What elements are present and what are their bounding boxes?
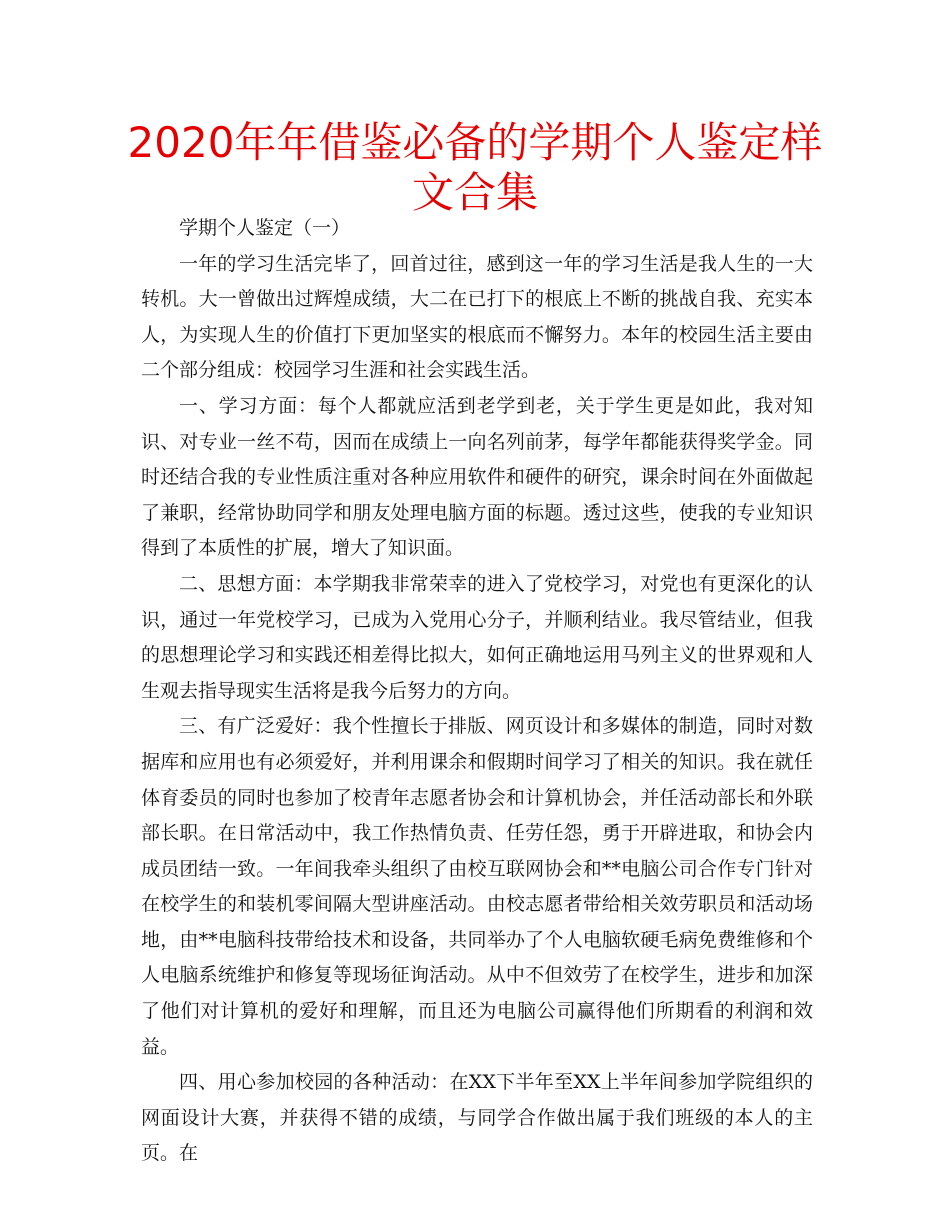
paragraph-hobbies: 三、有广泛爱好：我个性擅长于排版、网页设计和多媒体的制造，同时对数据库和应用也有必须爱好，并利用课余和假期时间学习了相关的知识。我在就任体育委员的同时也参加了校青年志愿者协会和计算机协会，并任活动部长和外联部长职。在日常活动中，我工作热情负责、任劳任怨，勇于开辟进取，和协会内成员团结一致。一年间我牵头组织了由校互联网协会和**电脑公司合作专门针对在校学生的和装机零间隔大型讲座活动。由校志愿者带给相关效劳职员和活动场地，由**电脑科技带给技术和设备，共同举办了个人电脑软硬毛病免费维修和个人电脑系统维护和修复等现场征询活动。从中不但效劳了在校学生，进步和加深了他们对计算机的爱好和理解，而且还为电脑公司赢得他们所期看的利润和效益。: [141, 715, 813, 1058]
paragraph-intro: 一年的学习生活完毕了，回首过往，感到这一年的学习生活是我人生的一大转机。大一曾做出过辉煌成绩，大二在已打下的根底上不断的挑战自我、充实本人，为实现人生的价值打下更加坚实的根底而不懈努力。本年的校园生活主要由二个部分组成：校园学习生涯和社会实践生活。: [141, 252, 813, 382]
paragraph-study: 一、学习方面：每个人都就应活到老学到老，关于学生更是如此，我对知识、对专业一丝不苟，因而在成绩上一向名列前茅，每学年都能获得奖学金。同时还结合我的专业性质注重对各种应用软件和硬件的研究，课余时间在外面做起了兼职，经常协助同学和朋友处理电脑方面的标题。透过这些，使我的专业知识得到了本质性的扩展，增大了知识面。: [141, 394, 813, 560]
document-title: 2020年年借鉴必备的学期个人鉴定样文合集: [127, 118, 823, 217]
paragraph-activities: 四、用心参加校园的各种活动：在XX下半年至XX上半年间参加学院组织的网面设计大赛，并获得不错的成绩，与同学合作做出属于我们班级的本人的主页。在: [141, 1071, 813, 1165]
section-heading: 学期个人鉴定（一）: [179, 217, 351, 239]
paragraph-thought: 二、思想方面：本学期我非常荣幸的进入了党校学习，对党也有更深化的认识，通过一年党校学习，已成为入党用心分子，并顺利结业。我尽管结业，但我的思想理论学习和实践还相差得比拟大，如何正确地运用马列主义的世界观和人生观去指导现实生活将是我今后努力的方向。: [141, 572, 813, 702]
document-body: [141, 211, 813, 1172]
